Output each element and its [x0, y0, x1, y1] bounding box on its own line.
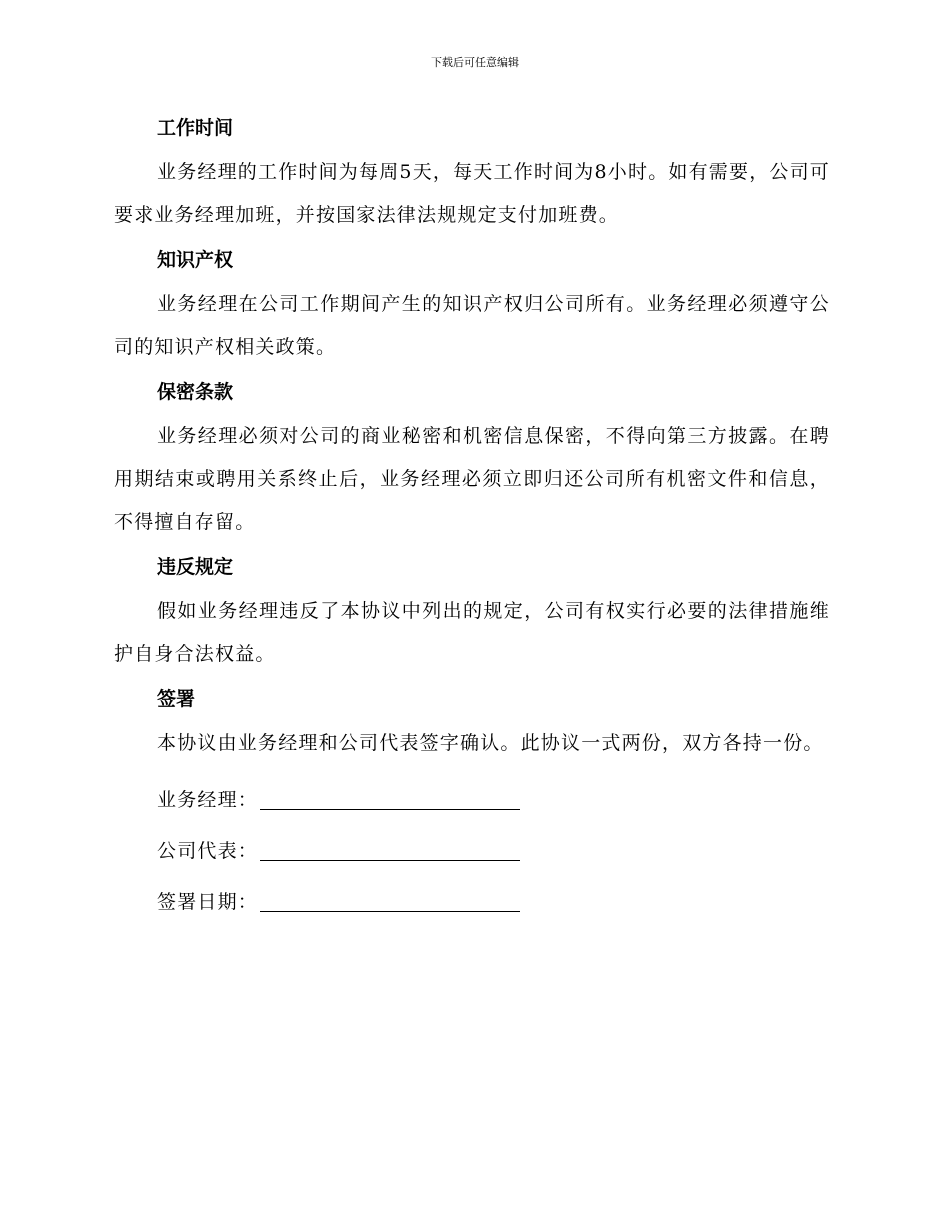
section-title-violation: 违反规定: [157, 556, 234, 578]
signature-block: [114, 775, 830, 928]
section-title-confidentiality: 保密条款: [157, 381, 234, 403]
paragraph-violation: 假如业务经理违反了本协议中列出的规定，公司有权实行必要的法律措施维护自身合法权益。: [114, 600, 830, 665]
signature-row-manager: [114, 775, 830, 826]
section-title-signing: 签署: [157, 688, 196, 710]
page-header: 下载后可任意编辑: [431, 56, 519, 69]
signature-row-company-rep: [114, 826, 830, 877]
signature-label: 业务经理：: [157, 789, 259, 811]
signature-blank-line[interactable]: [260, 808, 520, 810]
signature-blank-line[interactable]: [260, 859, 520, 861]
signature-label: 签署日期：: [157, 891, 259, 913]
paragraph-work-hours: 业务经理的工作时间为每周5天，每天工作时间为8小时。如有需要，公司可要求业务经理加班，并按国家法律法规规定支付加班费。: [114, 161, 830, 226]
paragraph-signing: 本协议由业务经理和公司代表签字确认。此协议一式两份，双方各持一份。: [157, 732, 824, 754]
signature-label: 公司代表：: [157, 840, 259, 862]
document-body: [114, 109, 830, 928]
paragraph-confidentiality: 业务经理必须对公司的商业秘密和机密信息保密，不得向第三方披露。在聘用期结束或聘用关系终止后，业务经理必须立即归还公司所有机密文件和信息，不得擅自存留。: [114, 425, 830, 533]
signature-row-date: [114, 877, 830, 928]
section-title-work-hours: 工作时间: [157, 117, 234, 139]
section-title-ip: 知识产权: [157, 249, 234, 271]
paragraph-ip: 业务经理在公司工作期间产生的知识产权归公司所有。业务经理必须遵守公司的知识产权相关政策。: [114, 293, 830, 358]
signature-blank-line[interactable]: [260, 910, 520, 912]
